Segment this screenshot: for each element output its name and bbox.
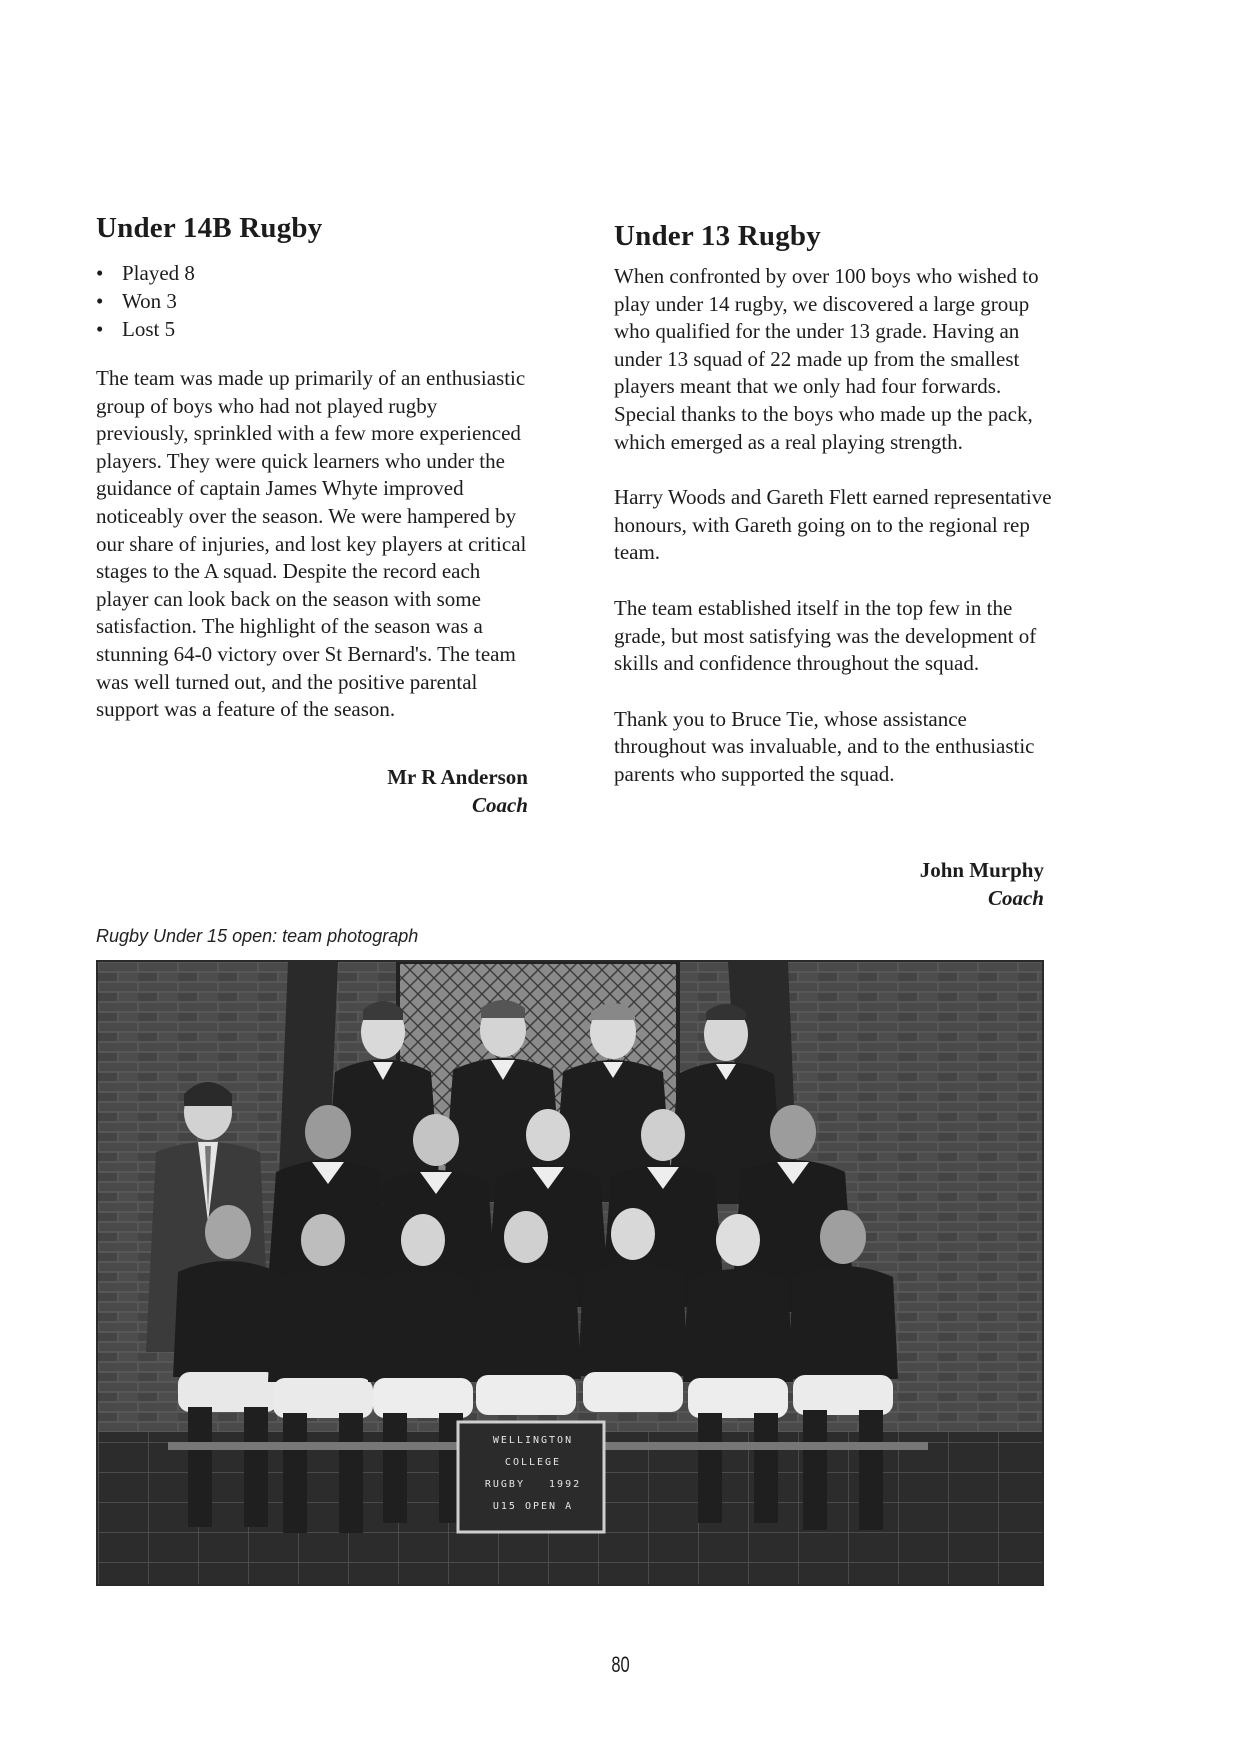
left-article (96, 212, 528, 724)
left-article-stats (96, 259, 528, 343)
right-article-paragraph: When confronted by over 100 boys who wished to play under 14 rugby, we discovered a large group who qualified for the under 13 grade. Having an under 13 squad of 22 made up from the smallest players meant that we only had four forwards. Special thanks to the boys who made up the pack, which emerged as a real playing strength. (614, 264, 1039, 454)
left-article-body: The team was made up primarily of an enthusiastic group of boys who had not played rugby previously, sprinkled with a few more experienced players. They were quick learners who under the guidance of captain James Whyte improved noticeably over the season. We were hampered by our share of injuries, and lost key players at critical stages to the A squad. Despite the record each player can look back on the season with some satisfaction. The highlight of the season was a stunning 64-0 victory over St Bernard's. The team was well turned out, and the positive parental support was a feature of the season. (96, 366, 527, 722)
bullet-icon: • (96, 289, 104, 313)
sign-line: WELLINGTON (492, 1435, 574, 1446)
right-article-paragraph: Thank you to Bruce Tie, whose assistance throughout was invaluable, and to the enthusiastic parents who supported the squad. (614, 706, 1035, 786)
right-article-title: Under 13 Rugby (614, 220, 821, 252)
right-article-paragraph: The team established itself in the top few in the grade, but most satisfying was the development of skills and confidence throughout the squad. (614, 595, 1037, 676)
photo-caption: Rugby Under 15 open: team photograph (96, 926, 419, 946)
signature-role: Coach (471, 793, 528, 817)
left-article-signature (96, 763, 528, 819)
signature-name: Mr R Anderson (387, 765, 528, 789)
right-article-signature (614, 856, 1044, 912)
right-article (614, 220, 1054, 817)
left-article-title: Under 14B Rugby (96, 212, 323, 244)
stat-item: • Played 8 (96, 261, 195, 285)
page-number: 80 (611, 1652, 630, 1677)
team-photograph (96, 960, 1044, 1586)
sign-line: RUGBY 1992 (484, 1479, 582, 1490)
stat-item: • Won 3 (96, 289, 177, 313)
bullet-icon: • (96, 317, 104, 341)
bullet-icon: • (96, 261, 104, 285)
signature-name: John Murphy (919, 858, 1044, 882)
signature-role: Coach (987, 886, 1044, 910)
sign-line: U15 OPEN A (492, 1501, 574, 1512)
stat-item: • Lost 5 (96, 317, 176, 341)
team-sign-text (460, 1424, 606, 1534)
sign-line: COLLEGE (504, 1457, 562, 1468)
right-article-paragraph: Harry Woods and Gareth Flett earned representative honours, with Gareth going on to the regional rep team. (614, 485, 1052, 565)
